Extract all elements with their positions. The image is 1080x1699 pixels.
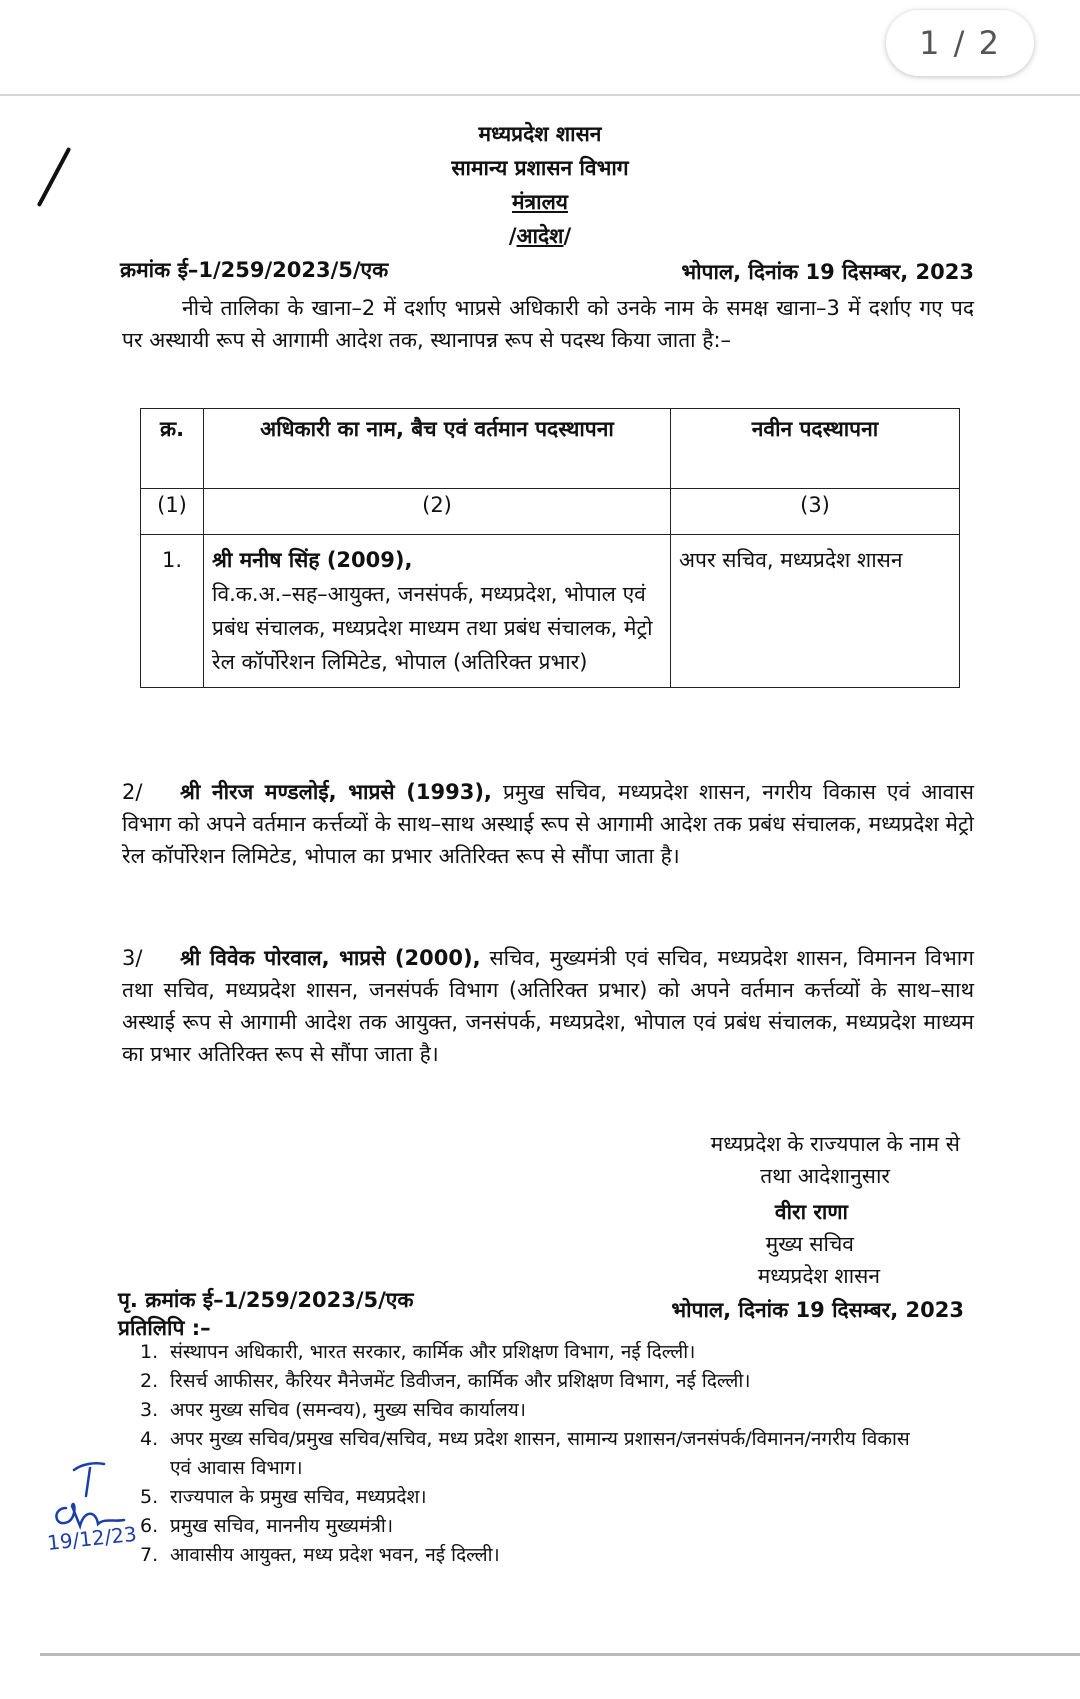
copy-to-list — [140, 1338, 920, 1570]
posting-table — [140, 408, 960, 688]
paragraph-3 — [122, 942, 974, 1070]
header-sno: क्र. — [141, 409, 204, 489]
list-item-text: प्रमुख सचिव, माननीय मुख्यमंत्री। — [170, 1515, 394, 1537]
endorsement-place-date: भोपाल, दिनांक 19 दिसम्बर, 2023 — [671, 1298, 964, 1322]
list-item-number: 1. — [140, 1341, 159, 1363]
para3-text: सचिव, मुख्यमंत्री एवं सचिव, मध्यप्रदेश शासन, विमानन विभाग तथा सचिव, मध्यप्रदेश शासन, जनसंपर्क विभाग (अतिरिक्त प्रभार) को अपने वर्तमान कर्त्तव्यों के साथ–साथ अस्थाई रूप से आगामी आदेश तक आयुक्त, जनसंपर्क, मध्यप्रदेश, भोपाल एवं प्रबंध संचालक, मध्यप्रदेश माध्यम का प्रभार अतिरिक्त रूप से सौंपा जाता है। — [122, 946, 974, 1066]
list-item-number: 7. — [140, 1544, 159, 1566]
signature-line-2: तथा आदेशानुसार — [760, 1164, 890, 1188]
colnum-3: (3) — [671, 489, 960, 535]
ministry-label: मंत्रालय — [511, 190, 568, 214]
signature-line-1: मध्यप्रदेश के राज्यपाल के नाम से — [710, 1132, 960, 1156]
para3-number: 3/ — [122, 946, 143, 970]
colnum-2: (2) — [204, 489, 671, 535]
govt-name: मध्यप्रदेश शासन — [478, 122, 602, 146]
page-indicator: 1 / 2 — [886, 10, 1034, 76]
list-item-text: संस्थापन अधिकारी, भारत सरकार, कार्मिक और प्रशिक्षण विभाग, नई दिल्ली। — [170, 1341, 696, 1363]
order-place-date: भोपाल, दिनांक 19 दिसम्बर, 2023 — [681, 260, 974, 284]
top-divider — [0, 94, 1080, 96]
table-header-row — [141, 409, 960, 489]
list-item-number: 3. — [140, 1399, 159, 1421]
para3-officer: श्री विवेक पोरवाल, भाप्रसे (2000), — [180, 946, 481, 970]
list-item — [140, 1425, 920, 1483]
handwritten-initials — [44, 1448, 164, 1568]
list-item-text: रिसर्च आफीसर, कैरियर मैनेजमेंट डिवीजन, कार्मिक और प्रशिक्षण विभाग, नई दिल्ली। — [170, 1370, 751, 1392]
bottom-divider — [40, 1653, 1080, 1656]
list-item — [140, 1396, 920, 1425]
para2-number: 2/ — [122, 780, 143, 804]
intro-paragraph: नीचे तालिका के खाना–2 में दर्शाए भाप्रसे अधिकारी को उनके नाम के समक्ष खाना–3 में दर्शाए गए पद पर अस्थायी रूप से आगामी आदेश तक, स्थानापन्न रूप से पदस्थ किया जाता है:– — [122, 296, 974, 352]
row-sno: 1. — [141, 535, 204, 688]
list-item-number: 2. — [140, 1370, 159, 1392]
paragraph-2 — [122, 776, 974, 872]
order-number: क्रमांक ई–1/259/2023/5/एक — [120, 258, 389, 282]
list-item — [140, 1512, 920, 1541]
list-item-number: 5. — [140, 1486, 159, 1508]
order-slash-right: / — [563, 224, 572, 248]
list-item — [140, 1541, 920, 1570]
table-row — [141, 535, 960, 688]
list-item — [140, 1367, 920, 1396]
signatory-office: मध्यप्रदेश शासन — [757, 1264, 880, 1288]
header-officer: अधिकारी का नाम, बैच एवं वर्तमान पदस्थापना — [204, 409, 671, 489]
header-new-posting: नवीन पदस्थापना — [671, 409, 960, 489]
order-title: आदेश — [516, 224, 564, 248]
order-slash-left: / — [508, 224, 517, 248]
list-item-text: अपर मुख्य सचिव (समन्वय), मुख्य सचिव कार्यालय। — [170, 1399, 526, 1421]
row-officer — [204, 535, 671, 688]
department-name: सामान्य प्रशासन विभाग — [451, 156, 629, 180]
list-item-text: अपर मुख्य सचिव/प्रमुख सचिव/सचिव, मध्य प्रदेश शासन, सामान्य प्रशासन/जनसंपर्क/विमानन/नगरीय विकास एवं आवास विभाग। — [170, 1428, 910, 1479]
table-column-number-row — [141, 489, 960, 535]
list-item-number: 6. — [140, 1515, 159, 1537]
colnum-1: (1) — [141, 489, 204, 535]
para2-text: प्रमुख सचिव, मध्यप्रदेश शासन, नगरीय विकास एवं आवास विभाग को अपने वर्तमान कर्त्तव्यों के साथ–साथ अस्थाई रूप से आगामी आदेश तक प्रबंध संचालक, मध्यप्रदेश मेट्रो रेल कॉर्पोरेशन लिमिटेड, भोपाल का प्रभार अतिरिक्त रूप से सौंपा जाता है। — [122, 780, 974, 868]
endorsement-number: पृ. क्रमांक ई–1/259/2023/5/एक — [118, 1288, 414, 1312]
list-item-number: 4. — [140, 1428, 159, 1450]
signatory-name: वीरा राणा — [774, 1200, 848, 1224]
order-label — [0, 222, 1080, 250]
officer-current-posting: वि.क.अ.–सह–आयुक्त, जनसंपर्क, मध्यप्रदेश, भोपाल एवं प्रबंध संचालक, मध्यप्रदेश माध्यम तथा प्रबंध संचालक, मेट्रो रेल कॉर्पोरेशन लिमिटेड, भोपाल (अतिरिक्त प्रभार) — [212, 582, 653, 674]
officer-name: श्री मनीष सिंह (2009), — [212, 548, 413, 572]
signatory-designation: मुख्य सचिव — [765, 1232, 854, 1256]
list-item-text: आवासीय आयुक्त, मध्य प्रदेश भवन, नई दिल्ली। — [170, 1544, 500, 1566]
row-new-posting: अपर सचिव, मध्यप्रदेश शासन — [671, 535, 960, 688]
para2-officer: श्री नीरज मण्डलोई, भाप्रसे (1993), — [180, 780, 492, 804]
list-item-text: राज्यपाल के प्रमुख सचिव, मध्यप्रदेश। — [170, 1486, 427, 1508]
list-item — [140, 1483, 920, 1512]
copy-to-label: प्रतिलिपि :– — [118, 1316, 211, 1340]
list-item — [140, 1338, 920, 1367]
handwritten-date: 19/12/23 — [46, 1521, 138, 1555]
